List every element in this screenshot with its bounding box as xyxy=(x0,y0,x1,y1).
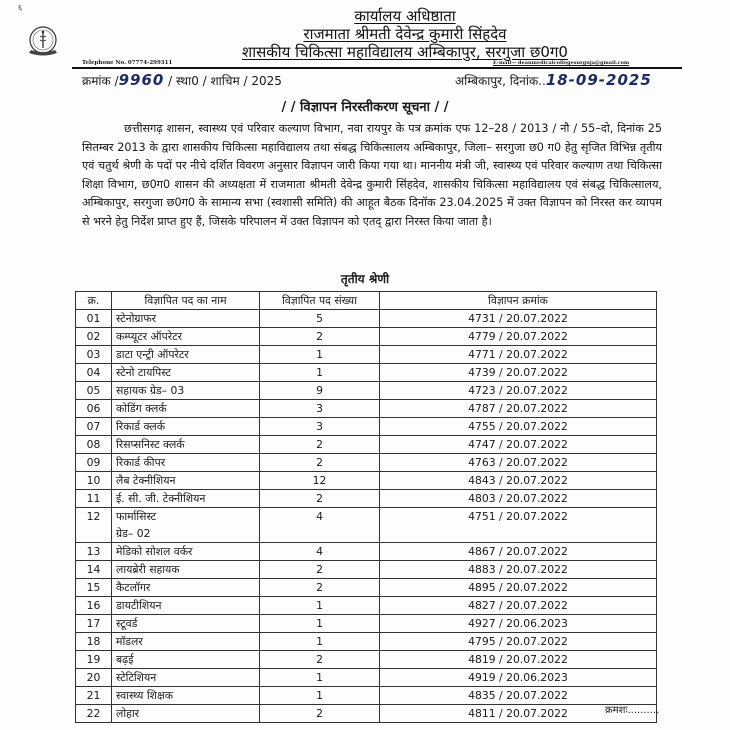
advertisement-number-cell xyxy=(380,310,657,328)
continued-marker: क्रमशः.......... xyxy=(605,705,660,716)
post-name-cell xyxy=(112,400,260,418)
post-name-cell xyxy=(112,364,260,382)
serial-cell-text: 11 xyxy=(86,492,101,505)
email-address: E-mail— deanmedicalcollegesurguja@gmail.com xyxy=(493,60,630,66)
serial-cell xyxy=(76,382,112,400)
header-post-name: विज्ञापित पद का नाम xyxy=(112,292,260,310)
advertisement-number-cell xyxy=(380,472,657,490)
serial-cell xyxy=(76,418,112,436)
serial-cell-text: 21 xyxy=(86,689,101,702)
advertisement-number-cell-text: 4895 / 20.07.2022 xyxy=(468,581,568,594)
post-name-cell-text: बढ़ई xyxy=(116,653,134,666)
table-row xyxy=(76,597,657,615)
advertisement-number-cell-text: 4827 / 20.07.2022 xyxy=(468,599,568,612)
post-name-cell-text: कम्प्यूटर ऑपरेटर xyxy=(116,330,182,343)
post-name-cell-text: सहायक ग्रेड– 03 xyxy=(116,384,185,397)
post-count-cell-text: 2 xyxy=(316,456,323,469)
serial-cell-text: 16 xyxy=(86,599,101,612)
advertisement-number-cell xyxy=(380,651,657,669)
post-count-cell xyxy=(260,400,380,418)
post-name-cell xyxy=(112,382,260,400)
table-row xyxy=(76,310,657,328)
letterhead-college-location: शासकीय चिकित्सा महाविद्यालय अम्बिकापुर, सरगुजा छ0ग0 xyxy=(242,43,568,61)
serial-cell-text: 19 xyxy=(86,653,101,666)
advertisement-number-cell xyxy=(380,382,657,400)
place-date-label: अम्बिकापुर, दिनांक xyxy=(455,74,539,88)
post-count-cell xyxy=(260,651,380,669)
post-name-cell-text: रिकार्ड क्लर्क xyxy=(116,420,166,433)
table-row xyxy=(76,490,657,508)
table-row xyxy=(76,687,657,705)
advertisement-number-cell-text: 4723 / 20.07.2022 xyxy=(468,384,568,397)
post-name-cell xyxy=(112,543,260,561)
post-name-cell xyxy=(112,454,260,472)
serial-cell-text: 01 xyxy=(86,312,101,325)
post-count-cell xyxy=(260,382,380,400)
post-name-cell xyxy=(112,651,260,669)
post-name-second-line: ग्रेड– 02 xyxy=(116,527,151,540)
post-count-cell xyxy=(260,346,380,364)
post-name-cell xyxy=(112,561,260,579)
advertisement-number-cell-text: 4883 / 20.07.2022 xyxy=(468,563,568,576)
post-count-cell-text: 1 xyxy=(316,689,323,702)
serial-cell xyxy=(76,364,112,382)
post-name-cell-text: मॉडलर xyxy=(116,635,143,648)
advertisement-number-cell xyxy=(380,418,657,436)
post-name-cell-text: लोहार xyxy=(116,707,140,720)
post-name-cell-text: स्टूवर्ड xyxy=(116,617,138,630)
advertisement-number-cell xyxy=(380,364,657,382)
post-count-cell-text: 12 xyxy=(312,474,327,487)
advertisement-number-cell-text: 4843 / 20.07.2022 xyxy=(468,474,568,487)
post-name-cell-text: फार्मासिस्ट xyxy=(116,510,157,523)
advertisement-number-cell xyxy=(380,400,657,418)
serial-cell xyxy=(76,346,112,364)
post-name-cell xyxy=(112,472,260,490)
post-count-cell xyxy=(260,579,380,597)
advertisement-number-cell xyxy=(380,346,657,364)
table-row xyxy=(76,561,657,579)
table-header-row xyxy=(76,292,657,310)
serial-cell-text: 20 xyxy=(86,671,101,684)
post-name-cell-text: डायटीशियन xyxy=(116,599,162,612)
serial-cell xyxy=(76,508,112,543)
post-name-cell-text: रिकार्ड कीपर xyxy=(116,456,166,469)
advertisement-number-cell-text: 4919 / 20.06.2023 xyxy=(468,671,568,684)
advertisement-number-cell-text: 4755 / 20.07.2022 xyxy=(468,420,568,433)
table-row xyxy=(76,508,657,543)
table-row xyxy=(76,454,657,472)
post-name-cell-text: ई. सी. जी. टेक्नीशियन xyxy=(116,492,206,505)
post-count-cell-text: 4 xyxy=(316,545,323,558)
post-name-cell xyxy=(112,310,260,328)
serial-cell-text: 17 xyxy=(86,617,101,630)
post-count-cell-text: 1 xyxy=(316,366,323,379)
telephone-number: Telephone No. 07774-299311 xyxy=(82,60,173,66)
advertisement-number-cell-text: 4751 / 20.07.2022 xyxy=(468,510,568,523)
serial-cell-text: 13 xyxy=(86,545,101,558)
post-name-cell xyxy=(112,597,260,615)
post-name-cell-text: लैब टेक्नीशियन xyxy=(116,474,176,487)
post-count-cell-text: 2 xyxy=(316,581,323,594)
serial-cell xyxy=(76,705,112,723)
post-count-cell xyxy=(260,454,380,472)
post-count-cell xyxy=(260,615,380,633)
post-count-cell-text: 3 xyxy=(316,402,323,415)
post-name-cell-text: कोडिंग क्लर्क xyxy=(116,402,167,415)
post-count-cell xyxy=(260,597,380,615)
post-count-cell xyxy=(260,633,380,651)
post-count-cell-text: 2 xyxy=(316,492,323,505)
header-divider xyxy=(72,67,682,69)
post-name-cell xyxy=(112,669,260,687)
reference-prefix: क्रमांक / xyxy=(82,74,119,88)
reference-suffix: / स्था0 / शाचिम / 2025 xyxy=(164,74,282,88)
post-name-cell-text: रिसप्सनिस्ट क्लर्क xyxy=(116,438,185,451)
reference-number-line xyxy=(82,71,282,89)
header-serial: क्र. xyxy=(76,292,112,310)
post-name-cell xyxy=(112,579,260,597)
notice-body-paragraph: छत्तीसगढ़ शासन, स्वास्थ्य एवं परिवार कल्याण विभाग, नवा रायपुर के पत्र क्रमांक एफ 12–28 / 2013 / नौ / 55–दो, दिनांक 25 सितम्बर 2013 के द्वारा शासकीय चिकित्सा महाविद्यालय तथा संबद्ध चिकित्सालय अम्बिकापुर, जिला– सरगुजा छ0 ग0 हेतु सृजित विभिन्न तृतीय एवं चतुर्थ श्रेणी के पदों पर नीचे दर्शित विवरण अनुसार विज्ञापन जारी किया गया था। माननीय मंत्री जी, स्वास्थ्य एवं परिवार कल्याण तथा चिकित्सा शिक्षा विभाग, छ0ग0 शासन की अध्यक्षता में राजमाता श्रीमती देवेन्द्र कुमारी सिंहदेव, शासकीय चिकित्सा महाविद्यालय एवं संबद्ध चिकित्सालय, अम्बिकापुर, सरगुजा छ0ग0 के सामान्य सभा (स्वशासी समिति) की आहूत बैठक दिनॉक 23.04.2025 में उक्त विज्ञापन को निरस्त कर व्यापम से भरने हेतु निर्देश प्राप्त हुए हैं, जिसके परिपालन में उक्त विज्ञापन को एतद् द्वारा निरस्त किया जाता है। xyxy=(82,122,662,228)
serial-cell xyxy=(76,328,112,346)
serial-cell-text: 12 xyxy=(86,510,101,523)
advertisement-number-cell-text: 4771 / 20.07.2022 xyxy=(468,348,568,361)
serial-cell xyxy=(76,436,112,454)
serial-cell-text: 18 xyxy=(86,635,101,648)
advertisement-number-cell xyxy=(380,597,657,615)
post-count-cell xyxy=(260,436,380,454)
serial-cell-text: 09 xyxy=(86,456,101,469)
posts-table xyxy=(75,291,660,723)
advertisement-number-cell-text: 4803 / 20.07.2022 xyxy=(468,492,568,505)
advertisement-number-cell-text: 4739 / 20.07.2022 xyxy=(468,366,568,379)
post-count-cell-text: 2 xyxy=(316,707,323,720)
post-name-cell-text: डाटा एन्ट्री ऑपरेटर xyxy=(116,348,189,361)
serial-cell-text: 03 xyxy=(86,348,101,361)
place-date-line: अम्बिकापुर, दिनांक..18-09-2025 xyxy=(455,71,652,89)
advertisement-number-cell xyxy=(380,543,657,561)
serial-cell-text: 07 xyxy=(86,420,101,433)
post-count-cell xyxy=(260,508,380,543)
serial-cell xyxy=(76,633,112,651)
post-count-cell-text: 2 xyxy=(316,330,323,343)
advertisement-number-cell xyxy=(380,669,657,687)
serial-cell xyxy=(76,472,112,490)
header-advertisement-number: विज्ञापन क्रमांक xyxy=(380,292,657,310)
advertisement-number-cell-text: 4819 / 20.07.2022 xyxy=(468,653,568,666)
post-count-cell xyxy=(260,418,380,436)
serial-cell-text: 04 xyxy=(86,366,101,379)
post-count-cell-text: 1 xyxy=(316,635,323,648)
table-row xyxy=(76,651,657,669)
advertisement-number-cell xyxy=(380,490,657,508)
post-count-cell-text: 2 xyxy=(316,438,323,451)
post-name-cell xyxy=(112,490,260,508)
serial-cell-text: 10 xyxy=(86,474,101,487)
post-count-cell xyxy=(260,561,380,579)
post-name-cell-text: स्वास्थ्य शिक्षक xyxy=(116,689,174,702)
serial-cell-text: 02 xyxy=(86,330,101,343)
post-count-cell-text: 2 xyxy=(316,653,323,666)
reference-number: 9960 xyxy=(118,71,165,89)
advertisement-number-cell-text: 4867 / 20.07.2022 xyxy=(468,545,568,558)
post-count-cell-text: 1 xyxy=(316,348,323,361)
post-name-cell xyxy=(112,508,260,543)
serial-cell xyxy=(76,615,112,633)
serial-cell-text: 08 xyxy=(86,438,101,451)
advertisement-number-cell-text: 4795 / 20.07.2022 xyxy=(468,635,568,648)
advertisement-number-cell-text: 4811 / 20.07.2022 xyxy=(468,707,568,720)
serial-cell xyxy=(76,651,112,669)
table-row xyxy=(76,615,657,633)
advertisement-number-cell xyxy=(380,508,657,543)
post-count-cell xyxy=(260,364,380,382)
serial-cell xyxy=(76,310,112,328)
advertisement-number-cell xyxy=(380,633,657,651)
advertisement-number-cell xyxy=(380,579,657,597)
post-name-cell xyxy=(112,328,260,346)
post-name-cell-text: स्टेनो टायपिस्ट xyxy=(116,366,171,379)
post-name-cell xyxy=(112,615,260,633)
post-name-cell xyxy=(112,687,260,705)
post-name-cell-text: कैटलॉगर xyxy=(116,581,151,594)
post-name-cell xyxy=(112,436,260,454)
post-name-cell xyxy=(112,705,260,723)
corner-mark: ६ xyxy=(18,3,23,12)
serial-cell xyxy=(76,561,112,579)
table-row xyxy=(76,382,657,400)
table-row xyxy=(76,669,657,687)
serial-cell-text: 22 xyxy=(86,707,101,720)
advertisement-number-cell xyxy=(380,561,657,579)
post-count-cell-text: 4 xyxy=(316,510,323,523)
post-count-cell-text: 2 xyxy=(316,563,323,576)
advertisement-number-cell xyxy=(380,615,657,633)
post-count-cell xyxy=(260,490,380,508)
post-count-cell-text: 1 xyxy=(316,617,323,630)
table-row xyxy=(76,543,657,561)
post-count-cell-text: 1 xyxy=(316,671,323,684)
serial-cell xyxy=(76,669,112,687)
serial-cell xyxy=(76,579,112,597)
notice-title: / / विज्ञापन निरस्तीकरण सूचना / / xyxy=(281,100,449,115)
serial-cell-text: 15 xyxy=(86,581,101,594)
advertisement-number-cell-text: 4927 / 20.06.2023 xyxy=(468,617,568,630)
post-name-cell xyxy=(112,418,260,436)
post-count-cell xyxy=(260,543,380,561)
table-row xyxy=(76,705,657,723)
advertisement-number-cell-text: 4763 / 20.07.2022 xyxy=(468,456,568,469)
advertisement-number-cell-text: 4787 / 20.07.2022 xyxy=(468,402,568,415)
serial-cell xyxy=(76,454,112,472)
post-name-cell xyxy=(112,346,260,364)
header-post-count: विज्ञापित पद संख्या xyxy=(260,292,380,310)
post-name-cell-text: स्टेनोग्राफर xyxy=(116,312,157,325)
serial-cell-text: 06 xyxy=(86,402,101,415)
post-count-cell xyxy=(260,328,380,346)
advertisement-number-cell-text: 4731 / 20.07.2022 xyxy=(468,312,568,325)
issue-date: 18-09-2025 xyxy=(545,71,652,89)
post-count-cell-text: 3 xyxy=(316,420,323,433)
serial-cell-text: 14 xyxy=(86,563,101,576)
serial-cell xyxy=(76,490,112,508)
post-count-cell xyxy=(260,687,380,705)
advertisement-number-cell-text: 4835 / 20.07.2022 xyxy=(468,689,568,702)
table-row xyxy=(76,436,657,454)
letterhead-office-title: कार्यालय अधिष्ठाता xyxy=(354,7,456,25)
post-name-cell-text: स्टेटिशियन xyxy=(116,671,157,684)
advertisement-number-cell-text: 4779 / 20.07.2022 xyxy=(468,330,568,343)
letterhead-college-name: राजमाता श्रीमती देवेन्द्र कुमारी सिंहदेव xyxy=(303,25,507,43)
table-row xyxy=(76,418,657,436)
section-title: तृतीय श्रेणी xyxy=(340,272,390,286)
post-count-cell xyxy=(260,310,380,328)
post-count-cell xyxy=(260,669,380,687)
post-count-cell xyxy=(260,705,380,723)
table-row xyxy=(76,400,657,418)
serial-cell xyxy=(76,597,112,615)
post-count-cell-text: 5 xyxy=(316,312,323,325)
table-row xyxy=(76,472,657,490)
post-count-cell-text: 9 xyxy=(316,384,323,397)
post-name-cell-text: लायब्रेरी सहायक xyxy=(116,563,180,576)
post-count-cell-text: 1 xyxy=(316,599,323,612)
serial-cell xyxy=(76,687,112,705)
table-row xyxy=(76,579,657,597)
serial-cell xyxy=(76,543,112,561)
table-row xyxy=(76,364,657,382)
advertisement-number-cell xyxy=(380,454,657,472)
advertisement-number-cell xyxy=(380,328,657,346)
advertisement-number-cell xyxy=(380,436,657,454)
post-count-cell xyxy=(260,472,380,490)
table-row xyxy=(76,328,657,346)
table-row xyxy=(76,633,657,651)
serial-cell-text: 05 xyxy=(86,384,101,397)
advertisement-number-cell-text: 4747 / 20.07.2022 xyxy=(468,438,568,451)
post-name-cell xyxy=(112,633,260,651)
table-row xyxy=(76,346,657,364)
serial-cell xyxy=(76,400,112,418)
post-name-cell-text: मेडिको सोशल वर्कर xyxy=(116,545,193,558)
